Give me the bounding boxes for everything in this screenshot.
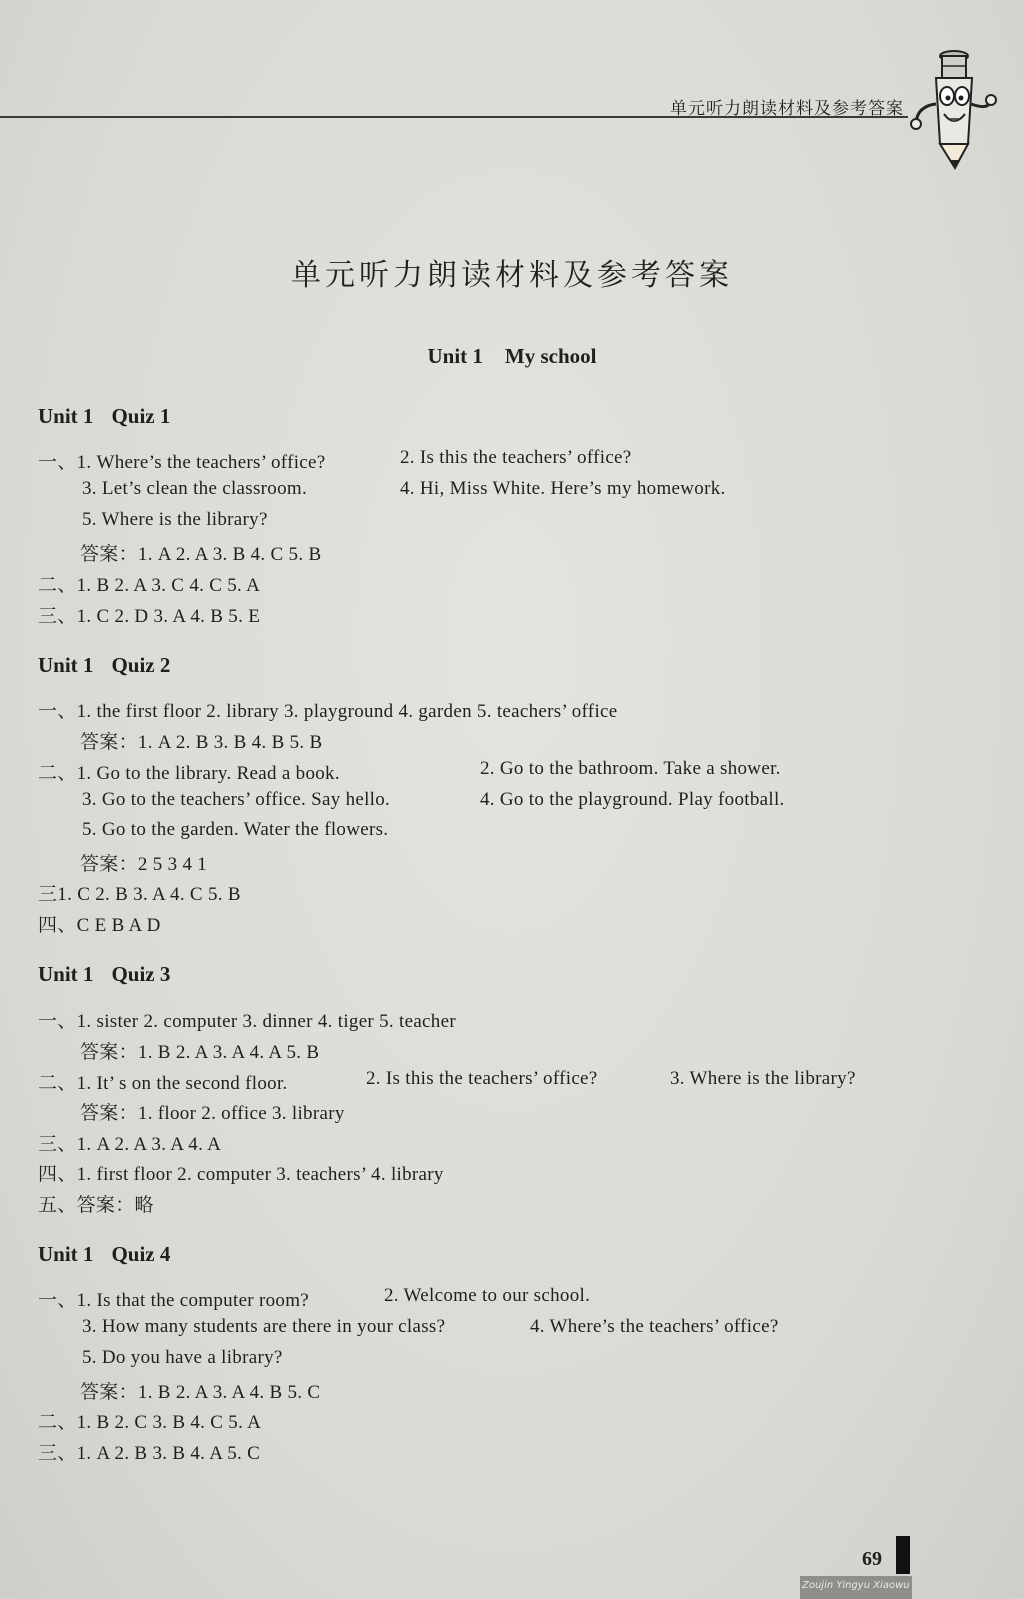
answer-line: 三1. C 2. B 3. A 4. C 5. B (38, 884, 241, 905)
answer-line: 五、答案：略 (38, 1195, 154, 1216)
answer-line: 5. Where is the library? (82, 509, 268, 530)
answer-line: 3. Go to the teachers’ office. Say hello. (82, 789, 391, 810)
answer-line: 一、1. Where’s the teachers’ office? (38, 452, 326, 473)
answer-line: 5. Go to the garden. Water the flowers. (82, 819, 389, 840)
unit-label: Unit 1 (427, 344, 483, 368)
unit-title (0, 344, 1024, 369)
answer-line: 三、1. C 2. D 3. A 4. B 5. E (38, 606, 261, 627)
page-title: 单元听力朗读材料及参考答案 (291, 258, 733, 293)
answer-line: 答案：1. A 2. B 3. B 4. B 5. B (80, 732, 323, 753)
answer-line: 3. Let’s clean the classroom. (82, 478, 308, 499)
answer-line: 二、1. Go to the library. Read a book. (38, 763, 340, 784)
answer-line: 2. Is this the teachers’ office? (400, 447, 632, 468)
answer-line: 二、1. B 2. C 3. B 4. C 5. A (38, 1412, 262, 1433)
answer-line: 答案：1. B 2. A 3. A 4. B 5. C (80, 1382, 321, 1403)
answer-line: 3. How many students are there in your class? (82, 1316, 446, 1337)
answer-line: 2. Go to the bathroom. Take a shower. (480, 758, 781, 779)
answer-line: 三、1. A 2. B 3. B 4. A 5. C (38, 1443, 261, 1464)
quiz-heading: Unit 1 Quiz 3 (38, 962, 171, 986)
answer-line: 答案：1. B 2. A 3. A 4. A 5. B (80, 1042, 320, 1063)
answer-line: 一、1. sister 2. computer 3. dinner 4. tiger 5. teacher (38, 1011, 456, 1032)
answer-line: 答案：2 5 3 4 1 (80, 854, 208, 875)
pencil-mascot-icon (910, 44, 1000, 174)
answer-line: 二、1. It’ s on the second floor. (38, 1073, 288, 1094)
answer-line: 2. Is this the teachers’ office? (366, 1068, 598, 1089)
answer-line: 答案：1. floor 2. office 3. library (80, 1103, 345, 1124)
answer-line: 三、1. A 2. A 3. A 4. A (38, 1134, 222, 1155)
answer-line: 3. Where is the library? (670, 1068, 856, 1089)
answer-line: 一、1. the first floor 2. library 3. playground 4. garden 5. teachers’ office (38, 701, 618, 722)
answer-line: 四、C E B A D (38, 915, 161, 936)
quiz-heading: Unit 1 Quiz 1 (38, 404, 171, 428)
answer-line: 二、1. B 2. A 3. C 4. C 5. A (38, 575, 261, 596)
page-number: 69 (862, 1548, 882, 1570)
answer-line: 4. Hi, Miss White. Here’s my homework. (400, 478, 726, 499)
answer-line: 4. Go to the playground. Play football. (480, 789, 785, 810)
answer-line: 5. Do you have a library? (82, 1347, 283, 1368)
running-head: 单元听力朗读材料及参考答案 (670, 99, 904, 119)
quiz-heading: Unit 1 Quiz 2 (38, 653, 171, 677)
answer-line: 答案：1. A 2. A 3. B 4. C 5. B (80, 544, 322, 565)
answer-line: 4. Where’s the teachers’ office? (530, 1316, 779, 1337)
answer-line: 2. Welcome to our school. (384, 1285, 591, 1306)
series-name: Zoujin Yingyu Xiaowu (802, 1580, 910, 1591)
answer-line: 一、1. Is that the computer room? (38, 1290, 310, 1311)
unit-name: My school (504, 344, 597, 368)
quiz-heading: Unit 1 Quiz 4 (38, 1242, 171, 1266)
answer-line: 四、1. first floor 2. computer 3. teachers’ 4. library (38, 1164, 444, 1185)
page-tab-marker (896, 1536, 910, 1574)
